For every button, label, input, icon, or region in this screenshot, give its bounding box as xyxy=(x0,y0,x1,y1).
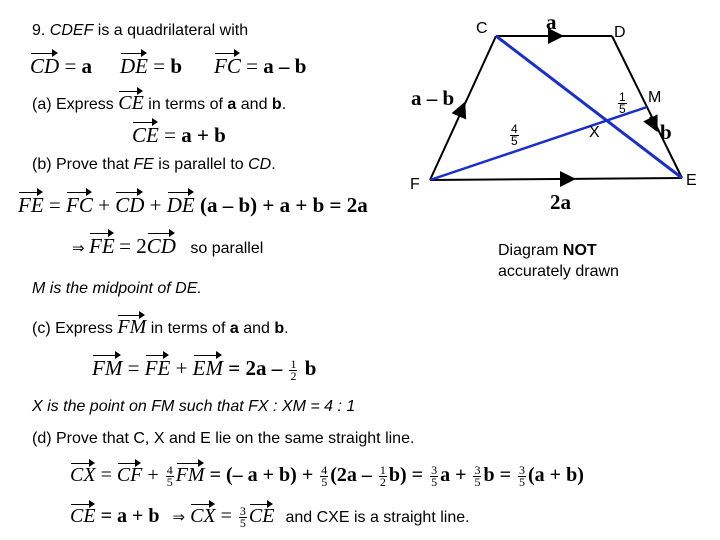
vertex-c: C xyxy=(476,20,488,37)
part-a-answer: CE = a + b xyxy=(132,123,226,147)
edge-label-a-minus-b: a – b xyxy=(411,86,455,110)
given-cd: CD = a xyxy=(30,54,93,78)
midpoint-statement: M is the midpoint of DE. xyxy=(32,280,202,297)
edge-label-2a: 2a xyxy=(550,190,571,214)
part-c-prompt: (c) Express FM in terms of a and b. xyxy=(32,316,289,338)
part-b-prompt: (b) Prove that FE is parallel to CD. xyxy=(32,156,276,173)
question-number: 9. xyxy=(32,22,46,39)
vertex-e: E xyxy=(686,172,697,189)
part-c-answer: FM = FE + EM = 2a – $\frac{1}{2}$ b xyxy=(92,356,317,383)
given-fc: FC = a – b xyxy=(214,54,307,78)
line-fm xyxy=(430,107,647,180)
vertex-f: F xyxy=(410,176,420,193)
line-ce xyxy=(496,36,682,178)
fraction-half: $\frac{1}{2}$ xyxy=(290,356,297,383)
part-b-working: FE = FC + CD + DE (a – b) + a + b = 2a xyxy=(18,193,368,217)
arrow-fc xyxy=(459,109,462,116)
edge-label-b: b xyxy=(660,120,672,144)
part-d-prompt: (d) Prove that C, X and E lie on the same straight line. xyxy=(32,430,415,447)
vector-fc: FC xyxy=(214,54,241,78)
value-a-minus-b: a – b xyxy=(263,54,307,78)
part-d-conclusion: CE = a + b ⇒ CX = $\frac{3}{5}$ CE and CXE is a straight line. xyxy=(70,503,470,530)
ratio-four-fifths: $\frac{4}{5}$ xyxy=(511,122,518,148)
vector-de: DE xyxy=(120,54,148,78)
value-b: b xyxy=(170,54,183,78)
x-point-statement: X is the point on FM such that FX : XM = 4 : 1 xyxy=(32,398,356,415)
diagram-note: Diagram NOT accurately drawn xyxy=(498,242,619,280)
given-de: DE = b xyxy=(120,54,183,78)
part-b-conclusion: ⇒ FE = 2CD so parallel xyxy=(72,234,264,258)
ratio-one-fifth: $\frac{1}{5}$ xyxy=(619,90,626,116)
edge-label-a: a xyxy=(546,10,557,34)
point-m: M xyxy=(648,89,662,106)
edge-fe xyxy=(430,178,682,180)
vector-ce: CE xyxy=(118,92,144,114)
part-a-prompt: (a) Express CE in terms of a and b. xyxy=(32,92,287,114)
point-x: X xyxy=(589,124,600,141)
vector-fm: FM xyxy=(117,316,147,338)
value-a: a xyxy=(81,54,93,78)
question-intro: is a quadrilateral with xyxy=(93,22,249,39)
vector-cd: CD xyxy=(30,54,60,78)
part-d-working: CX = CF + $\frac{4}{5}$ FM = (– a + b) + $\frac{4}{5}$ (2a – $\frac{1}{2}$ b) = $\frac{3}{5}$ a + $\frac{3}{5}$ b = $\frac{3}{5}$ (a + b) xyxy=(70,462,584,489)
vertex-d: D xyxy=(614,24,626,41)
quad-name: CDEF xyxy=(49,22,94,39)
